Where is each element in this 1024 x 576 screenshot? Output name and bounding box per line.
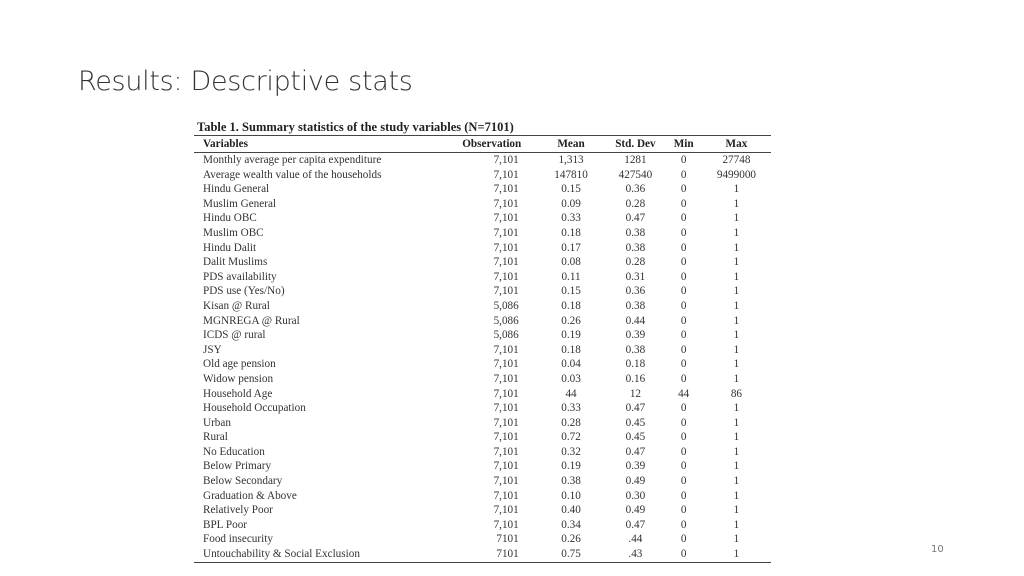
cell-mean: 0.11: [561, 270, 581, 283]
cell-variable: Hindu Dalit: [203, 241, 257, 254]
cell-max: 1: [733, 416, 740, 429]
cell-variable: BPL Poor: [203, 518, 248, 531]
cell-variable: Average wealth value of the households: [203, 168, 382, 181]
cell-std-dev: 0.47: [625, 212, 646, 225]
cell-variable: Monthly average per capita expenditure: [203, 154, 382, 166]
cell-min: 0: [680, 402, 687, 415]
cell-mean: 0.08: [561, 256, 581, 269]
cell-mean: 0.28: [561, 416, 581, 429]
table-row: [194, 489, 771, 504]
cell-mean: 0.72: [561, 431, 581, 444]
cell-max: 1: [733, 460, 740, 473]
cell-max: 1: [733, 183, 740, 196]
cell-variable: Rural: [203, 431, 228, 444]
table-row: [194, 532, 771, 547]
cell-variable: MGNREGA @ Rural: [203, 314, 300, 327]
cell-variable: Kisan @ Rural: [203, 299, 270, 312]
cell-variable: Widow pension: [203, 372, 274, 385]
cell-max: 1: [702, 547, 771, 562]
cell-max: 1: [733, 445, 740, 458]
cell-variable: Muslim General: [203, 197, 277, 210]
cell-variable: Household Age: [203, 387, 273, 400]
cell-max: 1: [733, 343, 740, 356]
header-min: Min: [665, 136, 701, 153]
cell-observation: 5,086: [493, 329, 519, 342]
table-row: [194, 357, 771, 372]
cell-observation: 7,101: [493, 241, 519, 254]
cell-min: 0: [680, 183, 687, 196]
cell-mean: 0.18: [561, 299, 581, 312]
table-row: [194, 387, 771, 402]
cell-observation: 7,101: [493, 402, 519, 415]
table-row: [194, 518, 771, 533]
cell-observation: 7101: [447, 547, 537, 562]
cell-min: 0: [680, 489, 687, 502]
cell-min: 0: [680, 329, 687, 342]
cell-max: 1: [733, 256, 740, 269]
cell-observation: 7,101: [493, 183, 519, 196]
cell-std-dev: 0.44: [625, 314, 646, 327]
cell-mean: 0.34: [561, 518, 581, 531]
cell-variable: ICDS @ rural: [203, 329, 266, 342]
table-row: [194, 474, 771, 489]
cell-min: 0: [680, 256, 687, 269]
cell-min: 0: [680, 431, 687, 444]
table-row: [194, 197, 771, 212]
cell-min: 0: [680, 460, 687, 473]
table-row: [194, 328, 771, 343]
table-row: [194, 430, 771, 445]
cell-std-dev: 0.36: [625, 285, 646, 298]
cell-min: 0: [680, 168, 687, 181]
cell-std-dev: 0.38: [625, 343, 646, 356]
cell-max: 27748: [722, 154, 751, 166]
cell-min: 0: [680, 416, 687, 429]
header-mean: Mean: [537, 136, 606, 153]
cell-observation: 7,101: [493, 460, 519, 473]
cell-mean: 1,313: [558, 154, 584, 166]
cell-max: 1: [733, 329, 740, 342]
cell-min: 0: [680, 475, 687, 488]
cell-observation: 7,101: [493, 154, 519, 166]
cell-variable: Food insecurity: [203, 533, 273, 546]
cell-variable: Household Occupation: [203, 402, 306, 415]
table-header-row: [194, 136, 771, 153]
table-row: [194, 241, 771, 256]
cell-max: 1: [733, 431, 740, 444]
cell-min: 0: [680, 299, 687, 312]
cell-std-dev: 0.28: [625, 256, 646, 269]
cell-max: 1: [733, 402, 740, 415]
cell-std-dev: 1281: [624, 154, 647, 166]
cell-variable: Muslim OBC: [203, 226, 264, 239]
cell-max: 86: [730, 387, 743, 400]
cell-std-dev: 0.39: [625, 329, 646, 342]
cell-mean: 0.19: [561, 329, 581, 342]
cell-std-dev: 0.31: [625, 270, 646, 283]
header-observation: Observation: [447, 136, 537, 153]
cell-observation: 7,101: [493, 445, 519, 458]
cell-std-dev: 0.18: [625, 358, 646, 371]
cell-max: 1: [733, 475, 740, 488]
cell-min: 0: [680, 533, 687, 546]
cell-mean: 0.38: [561, 475, 581, 488]
table-row: [194, 314, 771, 329]
table-row: [194, 284, 771, 299]
cell-min: 0: [680, 445, 687, 458]
cell-observation: 7,101: [493, 518, 519, 531]
cell-mean: 0.26: [561, 314, 581, 327]
cell-variable: Urban: [203, 416, 231, 429]
cell-std-dev: 12: [629, 387, 641, 400]
cell-min: 0: [665, 547, 701, 562]
cell-max: 1: [733, 489, 740, 502]
cell-max: 1: [733, 504, 740, 517]
cell-max: 1: [733, 299, 740, 312]
cell-mean: 0.19: [561, 460, 581, 473]
table-row: [194, 445, 771, 460]
cell-observation: 7,101: [493, 431, 519, 444]
cell-std-dev: 0.39: [625, 460, 646, 473]
summary-table-container: [194, 119, 771, 563]
table-caption: Table 1. Summary statistics of the study variables (N=7101): [197, 120, 514, 134]
header-max: Max: [702, 136, 771, 153]
cell-mean: 0.75: [537, 547, 606, 562]
cell-min: 0: [680, 504, 687, 517]
cell-variable: Hindu OBC: [203, 212, 257, 225]
cell-observation: 5,086: [493, 314, 519, 327]
cell-mean: 44: [565, 387, 577, 400]
cell-min: 0: [680, 241, 687, 254]
cell-mean: 147810: [554, 168, 588, 181]
cell-observation: 7,101: [493, 475, 519, 488]
cell-observation: 7,101: [493, 226, 519, 239]
cell-min: 0: [680, 197, 687, 210]
cell-mean: 0.04: [561, 358, 581, 371]
cell-std-dev: 0.16: [625, 372, 646, 385]
cell-variable: PDS availability: [203, 270, 277, 283]
cell-std-dev: 0.45: [625, 416, 646, 429]
cell-std-dev: .43: [605, 547, 665, 562]
cell-max: 1: [733, 533, 740, 546]
cell-min: 44: [678, 387, 690, 400]
cell-observation: 5,086: [493, 299, 519, 312]
cell-mean: 0.33: [561, 212, 581, 225]
cell-min: 0: [680, 358, 687, 371]
cell-observation: 7,101: [493, 285, 519, 298]
cell-std-dev: 0.38: [625, 226, 646, 239]
cell-std-dev: 427540: [618, 168, 653, 181]
cell-min: 0: [680, 285, 687, 298]
table-row: [194, 299, 771, 314]
table-row: [194, 547, 771, 562]
cell-observation: 7,101: [493, 387, 519, 400]
table-row: [194, 503, 771, 518]
cell-mean: 0.10: [561, 489, 581, 502]
cell-mean: 0.15: [561, 285, 581, 298]
cell-variable: Below Secondary: [203, 475, 283, 488]
cell-max: 1: [733, 314, 740, 327]
cell-observation: 7,101: [493, 358, 519, 371]
cell-observation: 7,101: [493, 416, 519, 429]
cell-max: 1: [733, 226, 740, 239]
table-row: [194, 459, 771, 474]
cell-max: 1: [733, 270, 740, 283]
cell-mean: 0.18: [561, 226, 581, 239]
cell-max: 1: [733, 285, 740, 298]
summary-statistics-table: [194, 135, 771, 563]
table-row: [194, 226, 771, 241]
cell-max: 1: [733, 518, 740, 531]
cell-std-dev: 0.47: [625, 445, 646, 458]
cell-max: 9499000: [716, 168, 756, 181]
cell-observation: 7,101: [493, 168, 519, 181]
cell-observation: 7101: [496, 533, 519, 546]
cell-min: 0: [680, 270, 687, 283]
cell-min: 0: [680, 372, 687, 385]
cell-observation: 7,101: [493, 504, 519, 517]
cell-observation: 7,101: [493, 256, 519, 269]
cell-observation: 7,101: [493, 489, 519, 502]
cell-std-dev: 0.28: [625, 197, 646, 210]
slide-title: Results: Descriptive stats: [78, 66, 413, 97]
cell-variable: Dalit Muslims: [203, 256, 268, 269]
cell-max: 1: [733, 241, 740, 254]
table-row: [194, 343, 771, 358]
cell-min: 0: [680, 343, 687, 356]
cell-max: 1: [733, 197, 740, 210]
cell-mean: 0.40: [561, 504, 581, 517]
page-number: 10: [931, 544, 944, 555]
cell-variable: PDS use (Yes/No): [203, 285, 285, 298]
cell-std-dev: 0.49: [625, 475, 646, 488]
cell-std-dev: 0.36: [625, 183, 646, 196]
table-row: [194, 401, 771, 416]
cell-std-dev: 0.45: [625, 431, 646, 444]
cell-min: 0: [680, 518, 687, 531]
table-row: [194, 255, 771, 270]
cell-variable: Old age pension: [203, 358, 276, 371]
header-std-dev: Std. Dev: [605, 136, 665, 153]
cell-variable: Hindu General: [203, 183, 270, 196]
cell-variable: Untouchability & Social Exclusion: [194, 547, 447, 562]
cell-max: 1: [733, 372, 740, 385]
cell-std-dev: .44: [628, 533, 643, 546]
cell-std-dev: 0.49: [625, 504, 646, 517]
cell-min: 0: [680, 154, 687, 166]
cell-min: 0: [680, 226, 687, 239]
cell-max: 1: [733, 358, 740, 371]
cell-variable: No Education: [203, 445, 265, 458]
table-row: [194, 372, 771, 387]
cell-observation: 7,101: [493, 372, 519, 385]
table-row: [194, 168, 771, 183]
cell-max: 1: [733, 212, 740, 225]
cell-std-dev: 0.47: [625, 402, 646, 415]
table-row: [194, 153, 771, 168]
cell-mean: 0.18: [561, 343, 581, 356]
cell-observation: 7,101: [493, 343, 519, 356]
cell-observation: 7,101: [493, 212, 519, 225]
cell-observation: 7,101: [493, 197, 519, 210]
cell-mean: 0.32: [561, 445, 581, 458]
cell-observation: 7,101: [493, 270, 519, 283]
header-variables: Variables: [194, 136, 447, 153]
cell-variable: Relatively Poor: [203, 504, 273, 517]
table-row: [194, 182, 771, 197]
cell-min: 0: [680, 314, 687, 327]
cell-mean: 0.17: [561, 241, 581, 254]
table-row: [194, 211, 771, 226]
table-row: [194, 270, 771, 285]
cell-std-dev: 0.30: [625, 489, 646, 502]
cell-std-dev: 0.47: [625, 518, 646, 531]
cell-min: 0: [680, 212, 687, 225]
table-body: [194, 153, 771, 563]
cell-std-dev: 0.38: [625, 241, 646, 254]
cell-mean: 0.33: [561, 402, 581, 415]
cell-std-dev: 0.38: [625, 299, 646, 312]
cell-mean: 0.09: [561, 197, 581, 210]
cell-variable: Below Primary: [203, 460, 272, 473]
cell-mean: 0.15: [561, 183, 581, 196]
table-row: [194, 416, 771, 431]
cell-variable: Graduation & Above: [203, 489, 297, 502]
cell-variable: JSY: [203, 343, 222, 356]
cell-mean: 0.26: [561, 533, 581, 546]
cell-mean: 0.03: [561, 372, 581, 385]
